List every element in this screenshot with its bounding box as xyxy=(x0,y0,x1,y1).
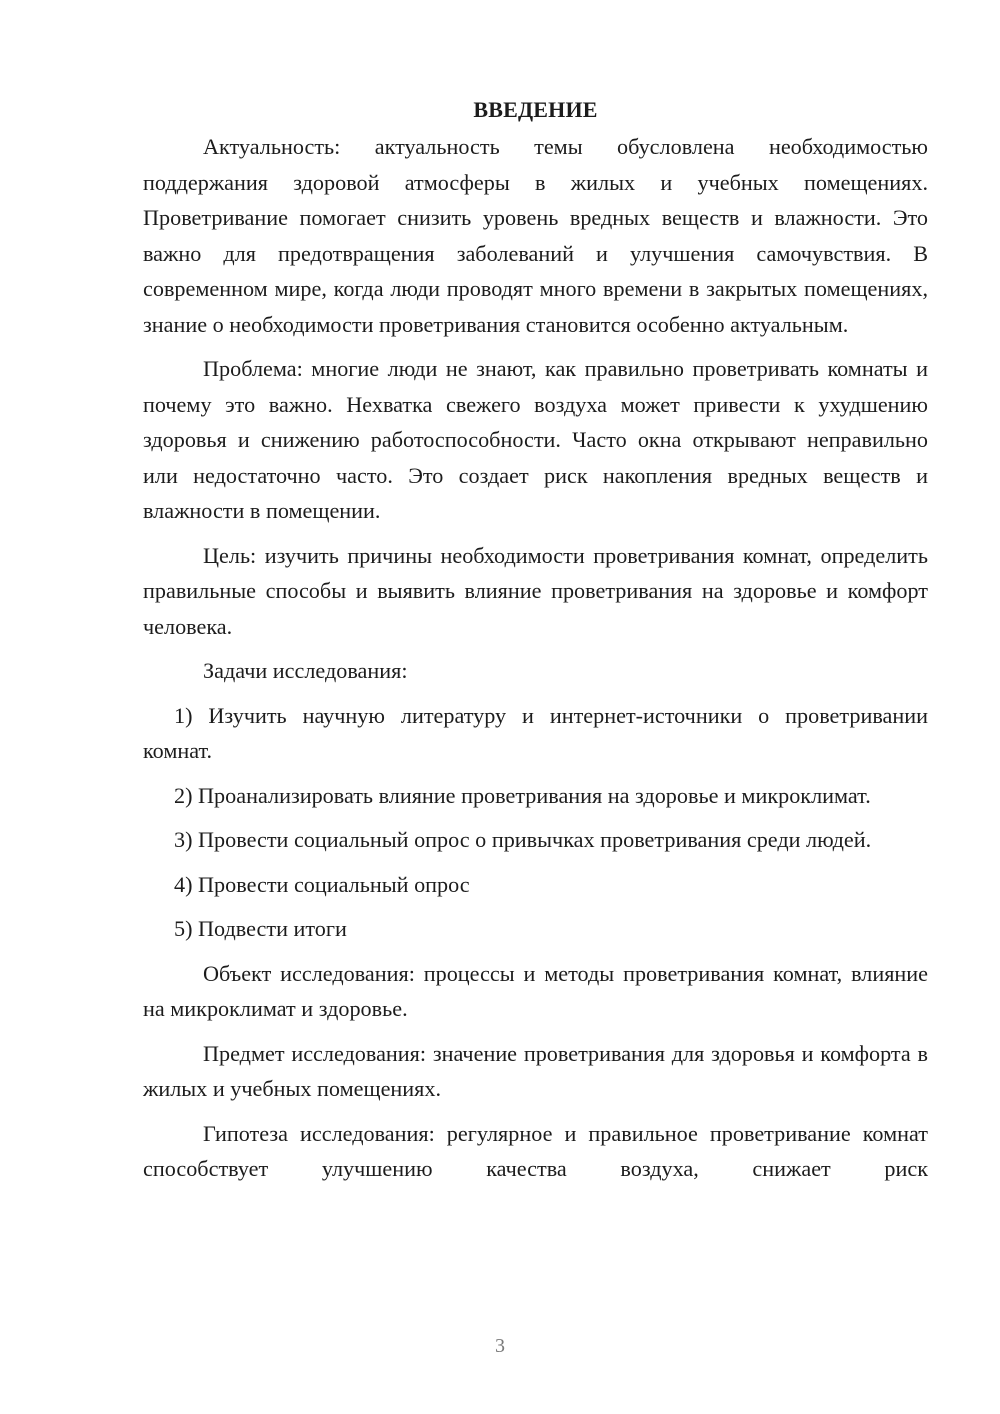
paragraph-relevance: Актуальность: актуальность темы обусловлена необходимостью поддержания здоровой атмосферы в жилых и учебных помещениях. Проветривание помогает снизить уровень вредных веществ и влажности. Это важно для предотвращения заболеваний и улучшения самочувствия. В современном мире, когда люди проводят много времени в закрытых помещениях, знание о необходимости проветривания становится особенно актуальным. xyxy=(143,134,928,337)
paragraph-hypothesis: Гипотеза исследования: регулярное и правильное проветривание комнат способствует улучшению качества воздуха, снижает риск xyxy=(143,1120,928,1181)
task-item-2: 2) Проанализировать влияние проветривания на здоровье и микроклимат. xyxy=(174,782,871,808)
page-number: 3 xyxy=(495,1335,505,1357)
paragraph-subject: Предмет исследования: значение проветривания для здоровья и комфорта в жилых и учебных помещениях. xyxy=(143,1040,928,1101)
paragraph-problem: Проблема: многие люди не знают, как правильно проветривать комнаты и почему это важно. Нехватка свежего воздуха может привести к ухудшению здоровья и снижению работоспособности. Часто окна открывают неправильно или недостаточно часто. Это создает риск накопления вредных веществ и влажности в помещении. xyxy=(143,356,928,523)
task-item-1: 1) Изучить научную литературу и интернет-источники о проветривании комнат. xyxy=(143,702,928,763)
task-item-4: 4) Провести социальный опрос xyxy=(174,871,470,897)
task-item-3: 3) Провести социальный опрос о привычках проветривания среди людей. xyxy=(174,827,872,852)
paragraph-object: Объект исследования: процессы и методы проветривания комнат, влияние на микроклимат и здоровье. xyxy=(143,960,928,1021)
tasks-heading: Задачи исследования: xyxy=(203,658,408,683)
document-body xyxy=(143,92,928,1187)
task-item-5: 5) Подвести итоги xyxy=(174,916,347,941)
paragraph-goal: Цель: изучить причины необходимости проветривания комнат, определить правильные способы и выявить влияние проветривания на здоровье и комфорт человека. xyxy=(143,542,928,639)
section-title: ВВЕДЕНИЕ xyxy=(473,97,598,122)
